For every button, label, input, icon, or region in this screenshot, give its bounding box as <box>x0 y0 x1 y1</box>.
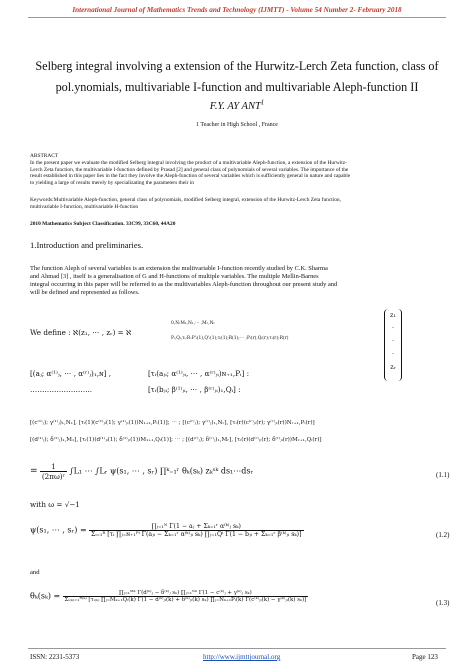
affiliation: 1 Teacher in High School , France <box>196 122 278 128</box>
issn: ISSN: 2231-5373 <box>30 653 80 661</box>
intro-paragraph <box>30 265 444 297</box>
intro-line: integral occurring in this paper will be referred to as the multivariables Aleph-function throughout our present study and <box>30 281 338 288</box>
param-line-a: [(aⱼ; α⁽¹⁾ⱼ, ⋯ , α⁽ʳ⁾ⱼ)₁,ɴ] , <box>30 369 112 378</box>
author-sup: 1 <box>260 99 265 107</box>
vector-entry: z₁ <box>390 311 396 319</box>
argument-vector <box>384 309 402 381</box>
vector-entry: · <box>391 324 395 332</box>
journal-url-wrapper <box>203 653 280 661</box>
journal-url-link[interactable]: http://www.ijmttjournal.org <box>203 653 281 661</box>
keywords-line: Keywords:Multivariable Aleph-function, general class of polynomials, modified Selberg integral, extension of the Hurwitz-Lerch Zeta function, <box>30 197 341 203</box>
and-text: and <box>30 569 40 576</box>
vector-entry: zᵣ <box>390 363 396 371</box>
abstract-line: result established in this paper lies in the fact they involve the Aleph-function of several variables which is sufficiently general in nature and capable <box>30 173 351 180</box>
param-line-b: [τᵢ(bⱼᵢ; β⁽¹⁾ⱼᵢ, ⋯ , β⁽ʳ⁾ⱼᵢ)₁,Qᵢ] : <box>148 385 241 394</box>
aleph-superscript: 0,N:M₁,N₁,⋯ ,Mᵣ,Nᵣ <box>171 321 215 326</box>
vector-entry: · <box>391 337 395 345</box>
define-line <box>30 328 131 337</box>
aleph-subscript: Pᵢ,Qᵢ,τᵢ;R:P'ᵢ(1),Q'ᵢ(1);τᵢ(1);R(1);⋯ ;Pᵢ(r),Qᵢ(r);τᵢ(r);R(r) <box>171 336 289 341</box>
msc-classification: 2010 Mathematics Subject Classification. 33C99, 33C60, 44A20 <box>30 221 176 227</box>
eq-1-2-lhs: ψ(s₁, ⋯ , sᵣ) = <box>30 525 87 535</box>
keywords-line: multivariable I-function, multivariable H-function <box>30 203 139 210</box>
intro-line: will be defined and represented as follows. <box>30 289 140 296</box>
eq-1-2-number: (1.2) <box>436 531 450 539</box>
eq-1-3-lhs: θₖ(sₖ) = <box>30 591 61 601</box>
vector-entry: · <box>391 350 395 358</box>
eq-1-1-denominator: (2πω)ʳ <box>41 472 66 481</box>
omega-definition: with ω = √−1 <box>30 500 80 509</box>
eq-1-2-numerator: ∏ⱼ₌₁ᴺ Γ(1 − aⱼ + Σₖ₌₁ʳ α⁽ᵏ⁾ⱼ sₖ) <box>89 523 304 531</box>
keywords <box>30 197 444 210</box>
paper-title-line-2: pol.ynomials, multivariable I-function and multivariable Aleph-function II <box>55 80 419 94</box>
abstract-line: In the present paper we evaluate the modified Selberg integral involving the product of a multivariable Aleph-function, a extension of the Hurwitz- <box>30 160 347 166</box>
param-dots: …………………….. <box>30 385 93 394</box>
eq-1-2-denominator: Σᵢ₌₁ᴿ [τᵢ ∏ⱼ₌ɴ₊₁ᴾⁱ Γ(aⱼᵢ − Σₖ₌₁ʳ α⁽ᵏ⁾ⱼᵢ sₖ) ∏ⱼ₌₁Qⁱ Γ(1 − bⱼᵢ + Σₖ₌₁ʳ β⁽ᵏ⁾ⱼᵢ sₖ)] <box>90 531 302 538</box>
eq-1-2 <box>30 523 304 538</box>
author <box>0 101 474 112</box>
define-label: We define : <box>30 328 71 337</box>
param-line-c: [(c⁽¹⁾ⱼ); γ⁽¹⁾ⱼ)₁,N₁], [τᵢ(1)(c⁽¹⁾ⱼᵢ(1); γ⁽¹⁾ⱼᵢ(1))N₁₊₁,Pᵢ(1)]; ⋯ ; [(c⁽ʳ⁾ⱼ); γ⁽ʳ⁾ⱼ)₁,Nᵣ], [τᵢ(r)(c⁽ʳ⁾ⱼᵢ(r); γ⁽ʳ⁾ⱼᵢ(r))Nᵣ₊₁,Pᵢ(r)] <box>30 420 315 426</box>
abstract-heading: ABSTRACT <box>30 153 59 159</box>
abstract-body <box>30 160 444 186</box>
intro-line: The function Aleph of several variables is an extension the multivariable I-function recently studied by C.K. Sharma <box>30 265 328 272</box>
eq-1-3-denominator: Σᵢ₍ₖ₎₌₁ᴿ⁽ᵏ⁾ [τᵢ₍ₖ₎ ∏ⱼ₌Mₖ₊₁Qᵢ(k) Γ(1 − d⁽ᵏ⁾ⱼᵢ(k) + δ⁽ᵏ⁾ⱼᵢ(k) sₖ) ∏ⱼ₌Nₖ₊₁Pᵢ(k) Γ(c⁽ᵏ⁾ⱼᵢ(k) − γ⁽ᵏ⁾ⱼᵢ(k) sₖ)] <box>64 597 307 603</box>
abstract-line: to yielding a large of results merely by specializating the parameters their in <box>30 179 194 186</box>
eq-1-3-numerator: ∏ⱼ₌₁ᴹᵏ Γ(d⁽ᵏ⁾ⱼ − δ⁽ᵏ⁾ⱼ sₖ) ∏ⱼ₌₁ᴺᵏ Γ(1 − c⁽ᵏ⁾ⱼ + γ⁽ᵏ⁾ⱼ sₖ) <box>63 590 309 597</box>
paper-title-line-1: Selberg integral involving a extension of the Hurwitz-Lerch Zeta function, class of <box>35 59 439 73</box>
define-expr: ℵ(z₁, ⋯ , zᵣ) = ℵ <box>72 328 132 337</box>
page-number: Page 123 <box>412 653 438 661</box>
eq-1-1: = $\frac{1}{\text{(2πω)ʳ}}$ ∫L₁ ⋯ ∫Lᵣ ψ(s₁, ⋯ , sᵣ) ∏ᵏ₌₁ʳ θₖ(sₖ) zₖˢᵏ ds₁⋯dsᵣ <box>30 462 254 481</box>
eq-1-3-number: (1.3) <box>436 599 450 607</box>
eq-1-3 <box>30 590 308 603</box>
abstract-line: Lerch Zeta function, the multivariable I-function defined by Prasad [2] and general class of polynomials of several variables. The importance of the <box>30 166 349 173</box>
header-rule <box>28 17 446 18</box>
footer-rule <box>28 648 446 649</box>
eq-1-1-numerator: 1 <box>40 462 67 472</box>
param-line-a2: [τᵢ(aⱼᵢ; α⁽¹⁾ⱼᵢ, ⋯ , α⁽ʳ⁾ⱼᵢ)ɴ₊₁,Pᵢ] : <box>148 369 250 378</box>
param-line-d: [(d⁽¹⁾ⱼ); δ⁽¹⁾ⱼ)₁,M₁], [τᵢ(1)(d⁽¹⁾ⱼᵢ(1); δ⁽¹⁾ⱼᵢ(1))M₁₊₁,Qᵢ(1)]; ⋯ ; [(d⁽ʳ⁾ⱼ); δ⁽ʳ⁾ⱼ)₁,Mᵣ], [τᵢ(r)(d⁽ʳ⁾ⱼᵢ(r); δ⁽ʳ⁾ⱼᵢ(r))Mᵣ₊₁,Qᵢ(r)] <box>30 437 322 443</box>
author-name: F.Y. AY ANT <box>209 101 261 112</box>
eq-1-1-number: (1.1) <box>436 471 450 479</box>
journal-header: International Journal of Mathematics Trends and Technology (IJMTT) - Volume 54 Number 2- February 2018 <box>72 6 402 14</box>
eq-1-1-fraction <box>40 462 67 481</box>
intro-line: and Ahmad [3] , itself is a generalisation of G and H-functions of multiple variables. The multiple Mellin-Barnes <box>30 273 319 280</box>
section-heading: 1.Introduction and preliminaries. <box>30 240 144 250</box>
eq-1-3-fraction <box>63 590 309 603</box>
eq-1-1-expression: ∫L₁ ⋯ ∫Lᵣ ψ(s₁, ⋯ , sᵣ) ∏ᵏ₌₁ʳ θₖ(sₖ) zₖˢᵏ ds₁⋯dsᵣ <box>69 466 254 476</box>
eq-1-2-fraction <box>89 523 304 538</box>
